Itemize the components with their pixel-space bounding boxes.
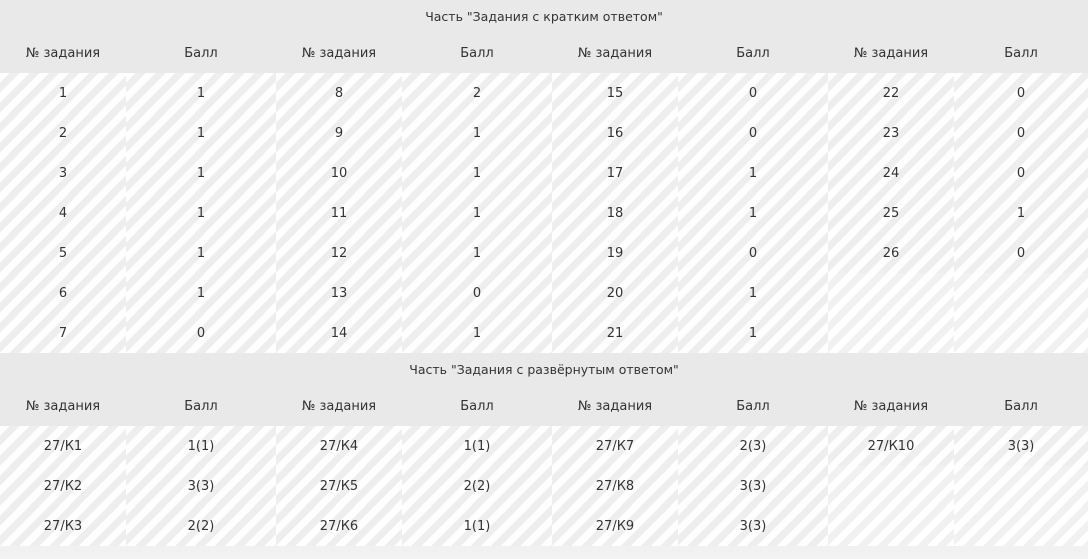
score-cell: 1 <box>126 233 276 273</box>
score-cell: 1 <box>678 153 828 193</box>
task-number-cell: 27/К6 <box>276 506 402 546</box>
score-cell: 1 <box>678 313 828 353</box>
task-number-cell: 17 <box>552 153 678 193</box>
score-cell: 2(3) <box>678 426 828 466</box>
empty-cell <box>954 466 1088 506</box>
score-cell: 0 <box>954 153 1088 193</box>
score-cell: 1 <box>402 193 552 233</box>
task-number-cell: 7 <box>0 313 126 353</box>
table-row <box>0 193 1088 233</box>
empty-cell <box>828 466 954 506</box>
score-cell: 1 <box>678 193 828 233</box>
table-row <box>0 313 1088 353</box>
task-number-cell: 27/К7 <box>552 426 678 466</box>
task-number-cell: 14 <box>276 313 402 353</box>
score-cell: 1(1) <box>126 426 276 466</box>
task-number-cell: 6 <box>0 273 126 313</box>
table-row <box>0 426 1088 466</box>
task-number-cell: 15 <box>552 73 678 113</box>
task-number-cell: 3 <box>0 153 126 193</box>
score-cell: 0 <box>126 313 276 353</box>
bottom-spacer-cell <box>0 546 1088 553</box>
score-header: Балл <box>402 33 552 73</box>
task-number-header: № задания <box>0 386 126 426</box>
score-cell: 3(3) <box>954 426 1088 466</box>
score-header: Балл <box>954 33 1088 73</box>
task-number-header: № задания <box>552 386 678 426</box>
bottom-spacer <box>0 546 1088 553</box>
score-header: Балл <box>126 386 276 426</box>
score-cell: 1 <box>126 193 276 233</box>
score-cell: 1 <box>126 113 276 153</box>
score-header: Балл <box>678 386 828 426</box>
short-answer-title: Часть "Задания с кратким ответом" <box>0 0 1088 33</box>
task-number-cell: 27/К2 <box>0 466 126 506</box>
empty-cell <box>954 273 1088 313</box>
score-cell: 1 <box>402 153 552 193</box>
task-number-header: № задания <box>276 386 402 426</box>
empty-cell <box>828 273 954 313</box>
task-number-cell: 27/К3 <box>0 506 126 546</box>
score-cell: 1 <box>126 273 276 313</box>
score-cell: 0 <box>678 73 828 113</box>
task-number-cell: 27/К5 <box>276 466 402 506</box>
table-row <box>0 233 1088 273</box>
task-number-cell: 11 <box>276 193 402 233</box>
extended-answer-header-row <box>0 386 1088 426</box>
extended-answer-section <box>0 353 1088 546</box>
table-row <box>0 466 1088 506</box>
score-cell: 1 <box>954 193 1088 233</box>
task-number-header: № задания <box>0 33 126 73</box>
score-cell: 3(3) <box>126 466 276 506</box>
empty-cell <box>828 313 954 353</box>
task-number-cell: 12 <box>276 233 402 273</box>
task-number-header: № задания <box>552 33 678 73</box>
task-number-cell: 27/К4 <box>276 426 402 466</box>
score-cell: 1 <box>126 153 276 193</box>
task-number-cell: 5 <box>0 233 126 273</box>
task-number-cell: 8 <box>276 73 402 113</box>
score-cell: 1(1) <box>402 506 552 546</box>
task-number-cell: 27/К9 <box>552 506 678 546</box>
task-number-cell: 10 <box>276 153 402 193</box>
empty-cell <box>954 313 1088 353</box>
task-number-cell: 1 <box>0 73 126 113</box>
task-number-cell: 13 <box>276 273 402 313</box>
task-number-cell: 21 <box>552 313 678 353</box>
score-cell: 1 <box>402 233 552 273</box>
task-number-cell: 24 <box>828 153 954 193</box>
task-number-cell: 27/К10 <box>828 426 954 466</box>
task-number-cell: 2 <box>0 113 126 153</box>
score-header: Балл <box>954 386 1088 426</box>
task-number-cell: 20 <box>552 273 678 313</box>
table-row <box>0 113 1088 153</box>
score-cell: 0 <box>954 113 1088 153</box>
score-cell: 2 <box>402 73 552 113</box>
score-header: Балл <box>678 33 828 73</box>
score-cell: 0 <box>678 113 828 153</box>
score-cell: 3(3) <box>678 466 828 506</box>
score-cell: 1 <box>402 313 552 353</box>
table-footer <box>0 546 1088 553</box>
table-row <box>0 73 1088 113</box>
score-cell: 0 <box>402 273 552 313</box>
task-number-header: № задания <box>276 33 402 73</box>
task-number-header: № задания <box>828 33 954 73</box>
task-number-cell: 26 <box>828 233 954 273</box>
score-cell: 1 <box>402 113 552 153</box>
task-number-cell: 25 <box>828 193 954 233</box>
score-cell: 3(3) <box>678 506 828 546</box>
score-cell: 1(1) <box>402 426 552 466</box>
score-cell: 0 <box>678 233 828 273</box>
task-number-cell: 27/К1 <box>0 426 126 466</box>
table-row <box>0 153 1088 193</box>
score-cell: 2(2) <box>402 466 552 506</box>
task-number-cell: 23 <box>828 113 954 153</box>
task-number-cell: 19 <box>552 233 678 273</box>
task-number-cell: 16 <box>552 113 678 153</box>
task-number-cell: 18 <box>552 193 678 233</box>
task-number-cell: 22 <box>828 73 954 113</box>
table-row <box>0 273 1088 313</box>
score-cell: 1 <box>126 73 276 113</box>
score-cell: 2(2) <box>126 506 276 546</box>
task-number-cell: 4 <box>0 193 126 233</box>
score-cell: 0 <box>954 233 1088 273</box>
score-cell: 0 <box>954 73 1088 113</box>
table-row <box>0 506 1088 546</box>
short-answer-title-row <box>0 0 1088 33</box>
score-cell: 1 <box>678 273 828 313</box>
extended-answer-title: Часть "Задания с развёрнутым ответом" <box>0 353 1088 386</box>
empty-cell <box>828 506 954 546</box>
score-header: Балл <box>126 33 276 73</box>
task-number-cell: 27/К8 <box>552 466 678 506</box>
score-header: Балл <box>402 386 552 426</box>
extended-answer-title-row <box>0 353 1088 386</box>
task-number-cell: 9 <box>276 113 402 153</box>
task-number-header: № задания <box>828 386 954 426</box>
short-answer-header-row <box>0 33 1088 73</box>
empty-cell <box>954 506 1088 546</box>
